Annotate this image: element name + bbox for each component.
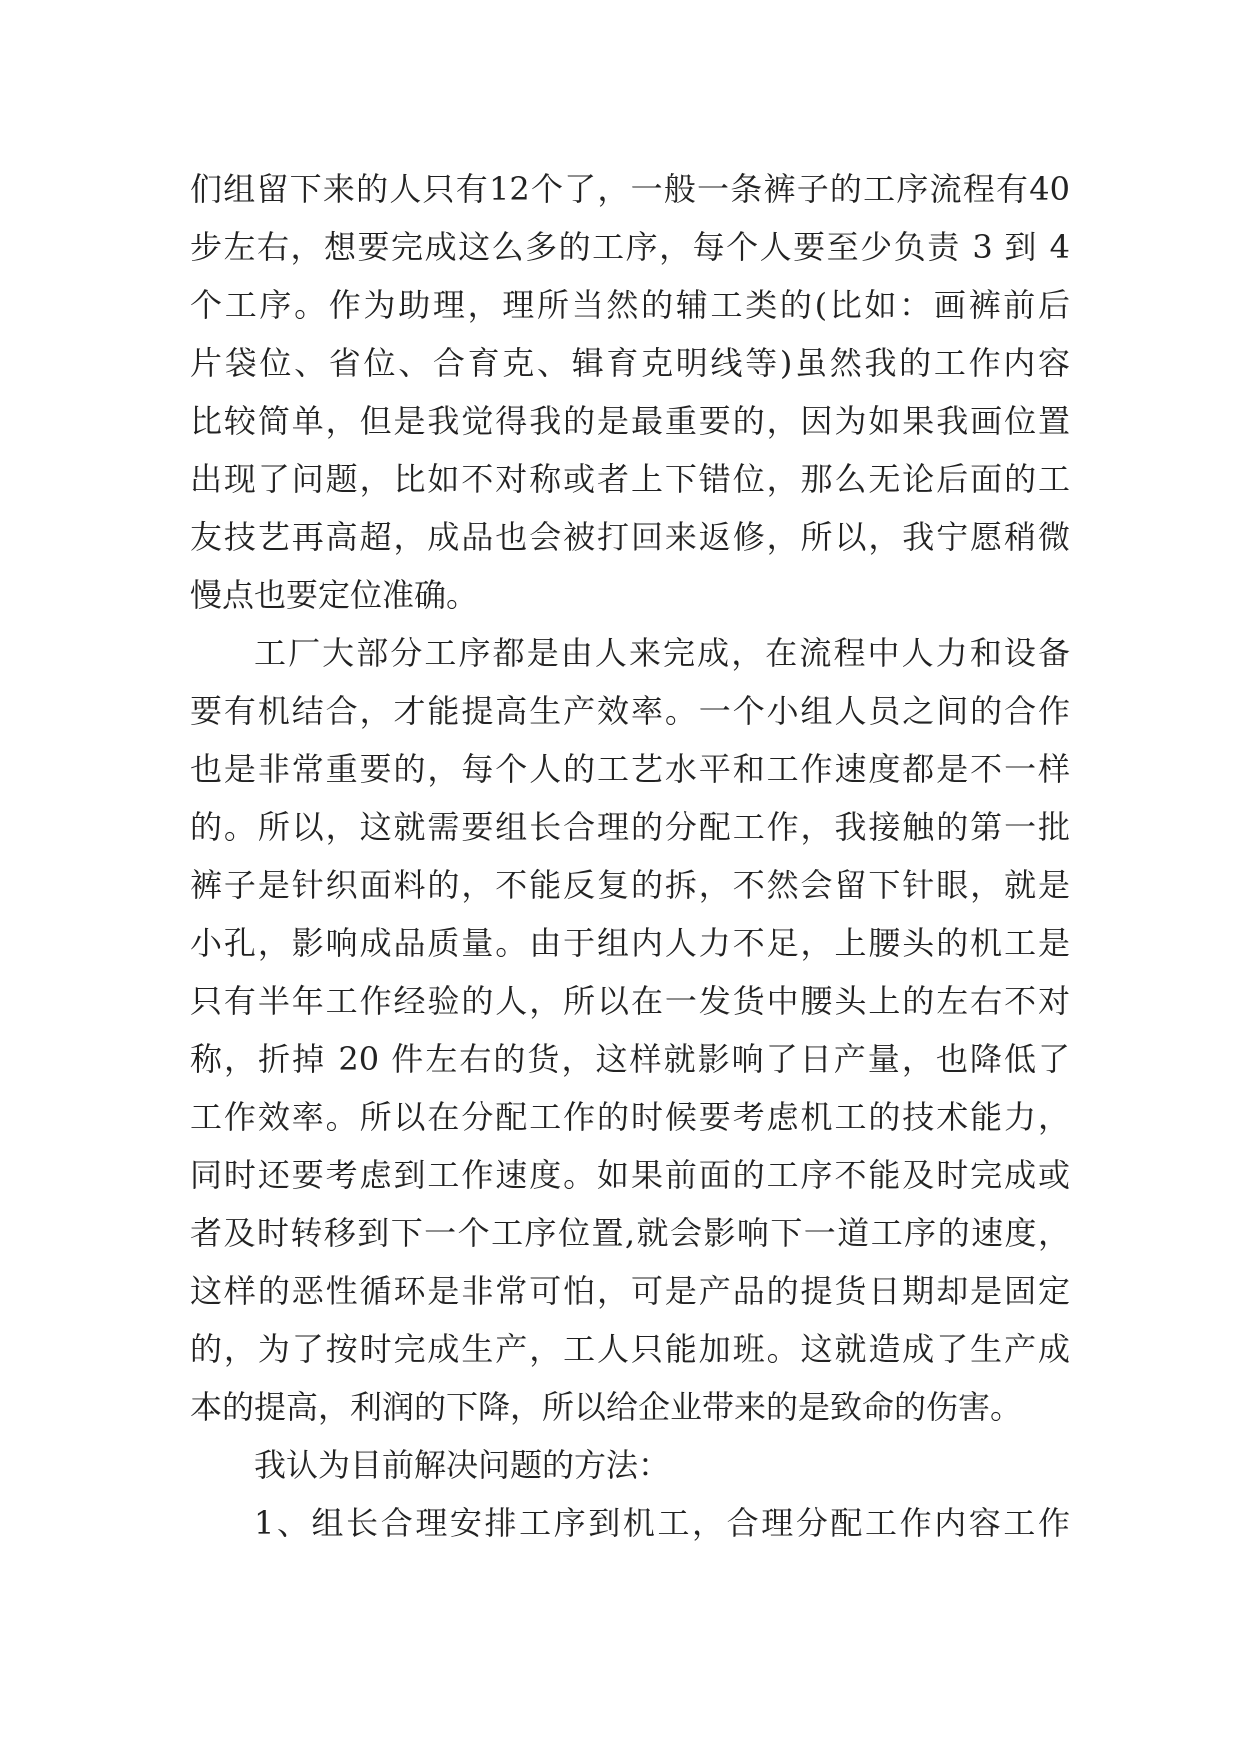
text-line: 同时还要考虑到工作速度。如果前面的工序不能及时完成或 (190, 1156, 1070, 1194)
text-line: 慢点也要定位准确。 (190, 576, 479, 614)
text-line: 们组留下来的人只有12个了，一般一条裤子的工序流程有40 (190, 170, 1070, 208)
text-line: 片袋位、省位、合育克、辑育克明线等)虽然我的工作内容 (190, 344, 1070, 382)
text-line: 要有机结合，才能提高生产效率。一个小组人员之间的合作 (190, 692, 1070, 730)
text-line: 的，为了按时完成生产，工人只能加班。这就造成了生产成 (190, 1330, 1070, 1368)
text-line: 本的提高，利润的下降，所以给企业带来的是致命的伤害。 (190, 1388, 1023, 1426)
paragraph-first-line: 我认为目前解决问题的方法： (254, 1446, 671, 1484)
paragraph-first-line: 工厂大部分工序都是由人来完成，在流程中人力和设备 (254, 634, 1070, 672)
body-text (190, 160, 1070, 1552)
list-item-line: 1、组长合理安排工序到机工，合理分配工作内容工作 (254, 1504, 1070, 1542)
text-line: 只有半年工作经验的人，所以在一发货中腰头上的左右不对 (190, 982, 1070, 1020)
text-line: 小孔，影响成品质量。由于组内人力不足，上腰头的机工是 (190, 924, 1070, 962)
text-line: 的。所以，这就需要组长合理的分配工作，我接触的第一批 (190, 808, 1070, 846)
text-line: 工作效率。所以在分配工作的时候要考虑机工的技术能力， (190, 1098, 1070, 1136)
text-line: 友技艺再高超，成品也会被打回来返修，所以，我宁愿稍微 (190, 518, 1070, 556)
text-line: 者及时转移到下一个工序位置,就会影响下一道工序的速度， (190, 1214, 1070, 1252)
text-line: 个工序。作为助理，理所当然的辅工类的(比如：画裤前后 (190, 286, 1070, 324)
text-line: 出现了问题，比如不对称或者上下错位，那么无论后面的工 (190, 460, 1070, 498)
text-line: 步左右，想要完成这么多的工序，每个人要至少负责 3 到 4 (190, 228, 1070, 266)
text-line: 裤子是针织面料的，不能反复的拆，不然会留下针眼，就是 (190, 866, 1070, 904)
text-line: 比较简单，但是我觉得我的是最重要的，因为如果我画位置 (190, 402, 1070, 440)
text-line: 称，折掉 20 件左右的货，这样就影响了日产量，也降低了 (190, 1040, 1070, 1078)
text-line: 也是非常重要的，每个人的工艺水平和工作速度都是不一样 (190, 750, 1070, 788)
text-line: 这样的恶性循环是非常可怕，可是产品的提货日期却是固定 (190, 1272, 1070, 1310)
